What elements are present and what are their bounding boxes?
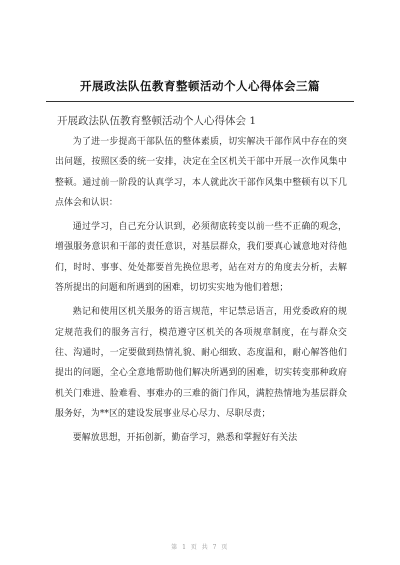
document-title: 开展政法队伍教育整顿活动个人心得体会三篇: [80, 79, 320, 93]
document-body: [55, 111, 347, 448]
section-heading: 开展政法队伍教育整顿活动个人心得体会 1: [57, 115, 257, 127]
page-number: 第 1 页 共 7 页: [171, 544, 229, 551]
title-divider: [46, 101, 354, 102]
paragraph-3: 熟记和使用区机关服务的语言规范，牢记禁忌语言，用党委政府的规定规范我们的服务言行，模范遵守区机关的各项规章制度，在与群众交往、沟通时，一定要做到热情礼貌、耐心细致、态度温和，耐心解答他们提出的问题，全心全意地帮助他们解决所遇到的困难，切实转变那种政府机关门难进、脸难看、事难办的三难的衙门作风，满腔热情地为基层群众服务好，为**区的建设发展事业尽心尽力、尽职尽责；: [55, 307, 347, 419]
paragraph-4: 要解放思想，开拓创新，勤奋学习，熟悉和掌握好有关法: [72, 433, 298, 444]
paragraph-1: 为了进一步提高干部队伍的整体素质，切实解决干部作风中存在的突出问题，按照区委的统一安排，决定在全区机关干部中开展一次作风集中整顿。通过前一阶段的认真学习，本人就此次干部作风集中整顿有以下几点体会和认识：: [55, 137, 347, 208]
paragraph-2: 通过学习，自己充分认识到，必须彻底转变以前一些不正确的观念，增强服务意识和干部的责任意识，对基层群众，我们要真心诚意地对待他们，时时、事事、处处都要首先换位思考，站在对方的角度去分析，去解答所提出的问题和所遇到的困难，切切实实地为他们着想；: [55, 222, 347, 294]
